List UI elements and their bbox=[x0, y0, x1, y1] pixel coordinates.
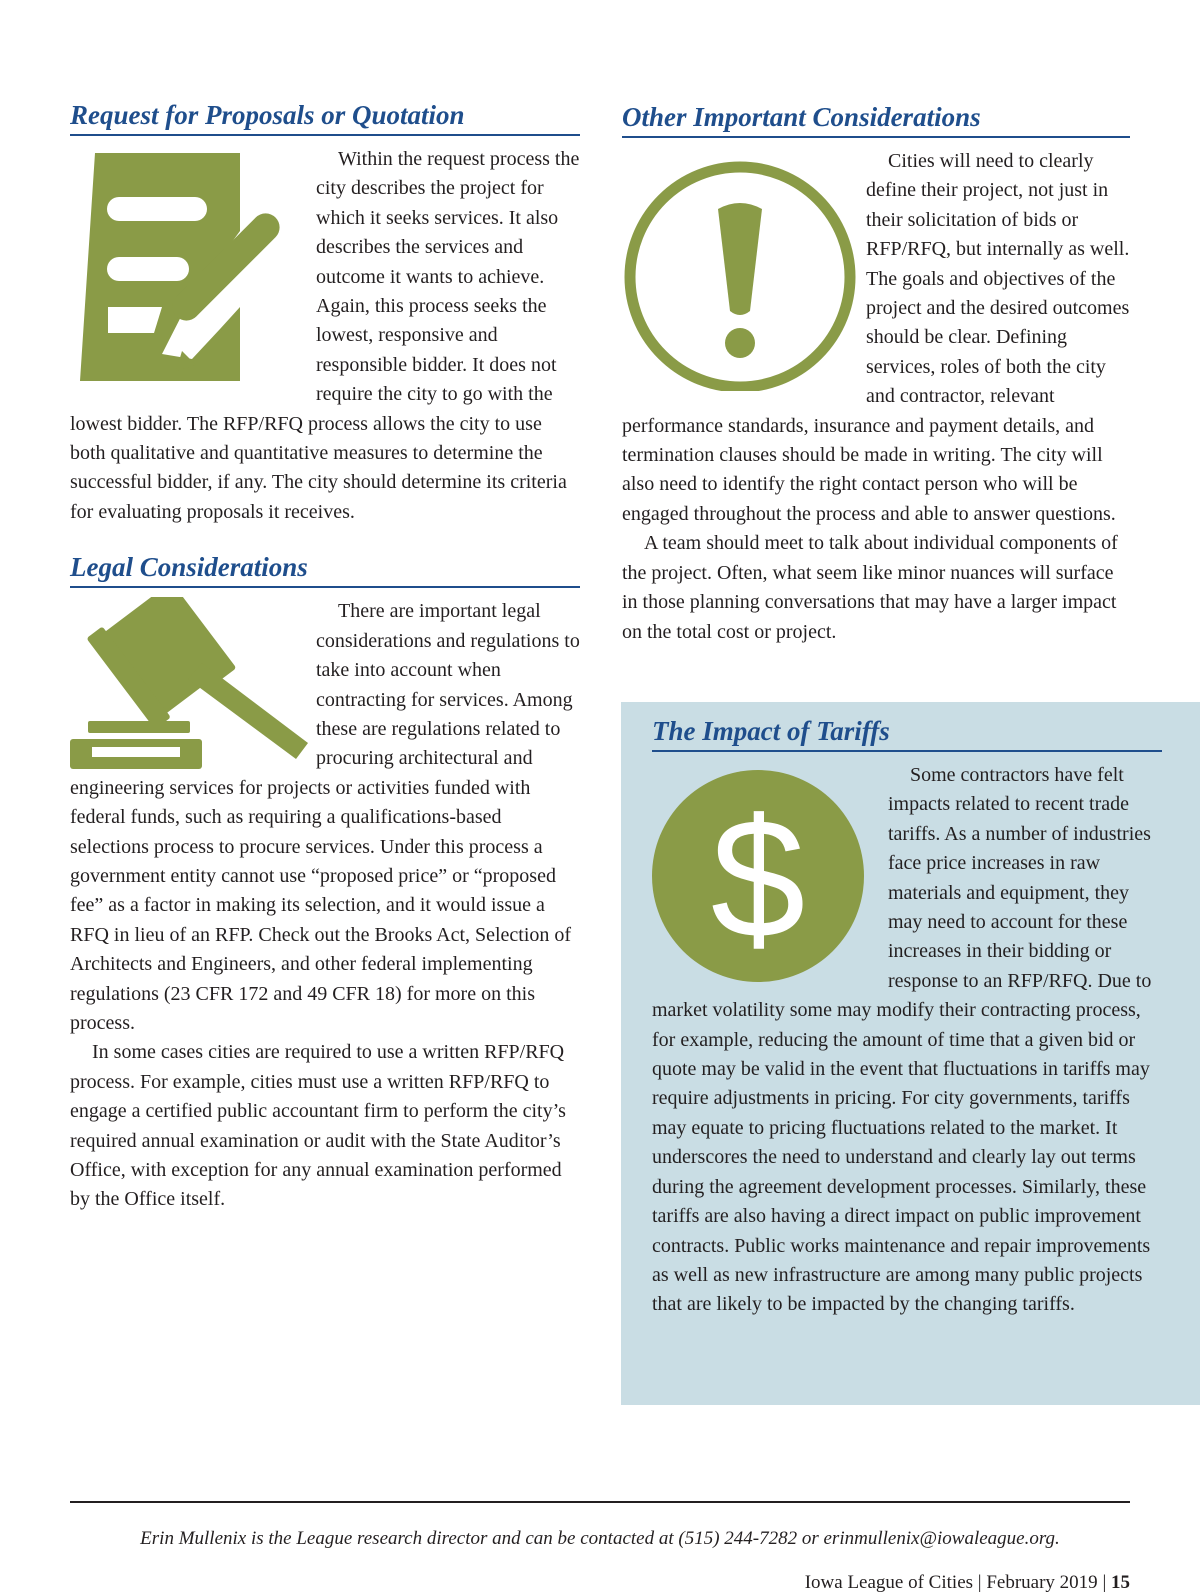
legal-section bbox=[70, 550, 580, 1215]
other-paragraph-1: Cities will need to clearly define their project, not just in their solicitation of bids or RFP/RFQ, but internally as well. The goals and objectives of the project and the desired outcomes should be clear. Defining services, roles of both the city and contractor, relevant performance standards, insurance and payment details, and termination clauses should be made in writing. The city will also need to identify the right contact person who will be engaged throughout the process and able to answer questions. bbox=[622, 150, 1130, 525]
page-number: 15 bbox=[1111, 1572, 1130, 1593]
legal-heading: Legal Considerations bbox=[70, 550, 580, 588]
exclamation-circle-icon bbox=[622, 161, 866, 391]
left-column bbox=[70, 98, 580, 1215]
other-considerations-section bbox=[622, 100, 1130, 647]
tariffs-body bbox=[652, 761, 1162, 1320]
tariffs-heading: The Impact of Tariffs bbox=[652, 714, 1162, 752]
rfp-body bbox=[70, 145, 580, 527]
rfp-section bbox=[70, 98, 580, 527]
tariffs-paragraph: Some contractors have felt impacts related to recent trade tariffs. As a number of industries face price increases in raw materials and equipment, they may need to account for these increases in their bidding or response to an RFP/RFQ. Due to market volatility some may modify their contracting process, for example, reducing the amount of time that a given bid or quote may be valid in the event that fluctuations in tariffs may require adjustments in pricing. For city governments, tariffs may equate to pricing fluctuations related to the market. It underscores the need to understand and clearly lay out terms during the agreement development processes. Similarly, these tariffs are also having a direct impact on public improvement contracts. Public works maintenance and repair improvements as well as new infrastructure are among many public projects that are likely to be impacted by the changing tariffs. bbox=[652, 764, 1152, 1316]
tariffs-section bbox=[652, 714, 1162, 1320]
issue-date: February 2019 bbox=[986, 1572, 1098, 1593]
folio-separator: | bbox=[1102, 1572, 1111, 1593]
tariffs-box bbox=[621, 702, 1200, 1405]
document-pencil-icon bbox=[70, 149, 308, 381]
legal-paragraph-2: In some cases cities are required to use a written RFP/RFQ process. For example, cities must use a written RFP/RFQ to engage a certified public accountant firm to perform the city’s required annual examination or audit with the State Auditor’s Office, with exception for any annual examination performed by the Office itself. bbox=[70, 1041, 566, 1211]
other-heading: Other Important Considerations bbox=[622, 100, 1130, 138]
page-folio bbox=[805, 1571, 1130, 1595]
legal-body bbox=[70, 597, 580, 1215]
folio-separator: | bbox=[977, 1572, 987, 1593]
author-byline: Erin Mullenix is the League research director and can be contacted at (515) 244-7282 or erinmullenix@iowaleague.org. bbox=[140, 1528, 1060, 1549]
dollar-coin-icon bbox=[652, 769, 888, 989]
legal-paragraph-1: There are important legal considerations and regulations to take into account when contracting for services. Among these are regulations related to procuring architectural and engineering services for projects or activities funded with federal funds, such as requiring a qualifications-based selections process to procure services. Under this process a government entity cannot use “proposed price” or “proposed fee” as a factor in making its selection, and it would issue a RFQ in lieu of an RFP. Check out the Brooks Act, Selection of Architects and Engineers, and other federal implementing regulations (23 CFR 172 and 49 CFR 18) for more on this process. bbox=[70, 600, 580, 1034]
other-body bbox=[622, 147, 1130, 647]
gavel-icon bbox=[70, 597, 308, 771]
other-paragraph-2: A team should meet to talk about individual components of the project. Often, what seem like minor nuances will surface in those planning conversations that may have a larger impact on the total cost or project. bbox=[622, 532, 1118, 643]
footer-rule bbox=[70, 1501, 1130, 1503]
rfp-heading: Request for Proposals or Quotation bbox=[70, 98, 580, 136]
right-column bbox=[622, 100, 1130, 647]
rfp-paragraph: Within the request process the city describes the project for which it seeks services. It also describes the services and outcome it wants to achieve. Again, this process seeks the lowest, responsive and responsible bidder. It does not require the city to go with the lowest bidder. The RFP/RFQ process allows the city to use both qualitative and quantitative measures to determine the successful bidder, if any. The city should determine its criteria for evaluating proposals it receives. bbox=[70, 148, 580, 523]
svg-text:$: $ bbox=[710, 784, 806, 974]
publication-name: Iowa League of Cities bbox=[804, 1572, 974, 1593]
